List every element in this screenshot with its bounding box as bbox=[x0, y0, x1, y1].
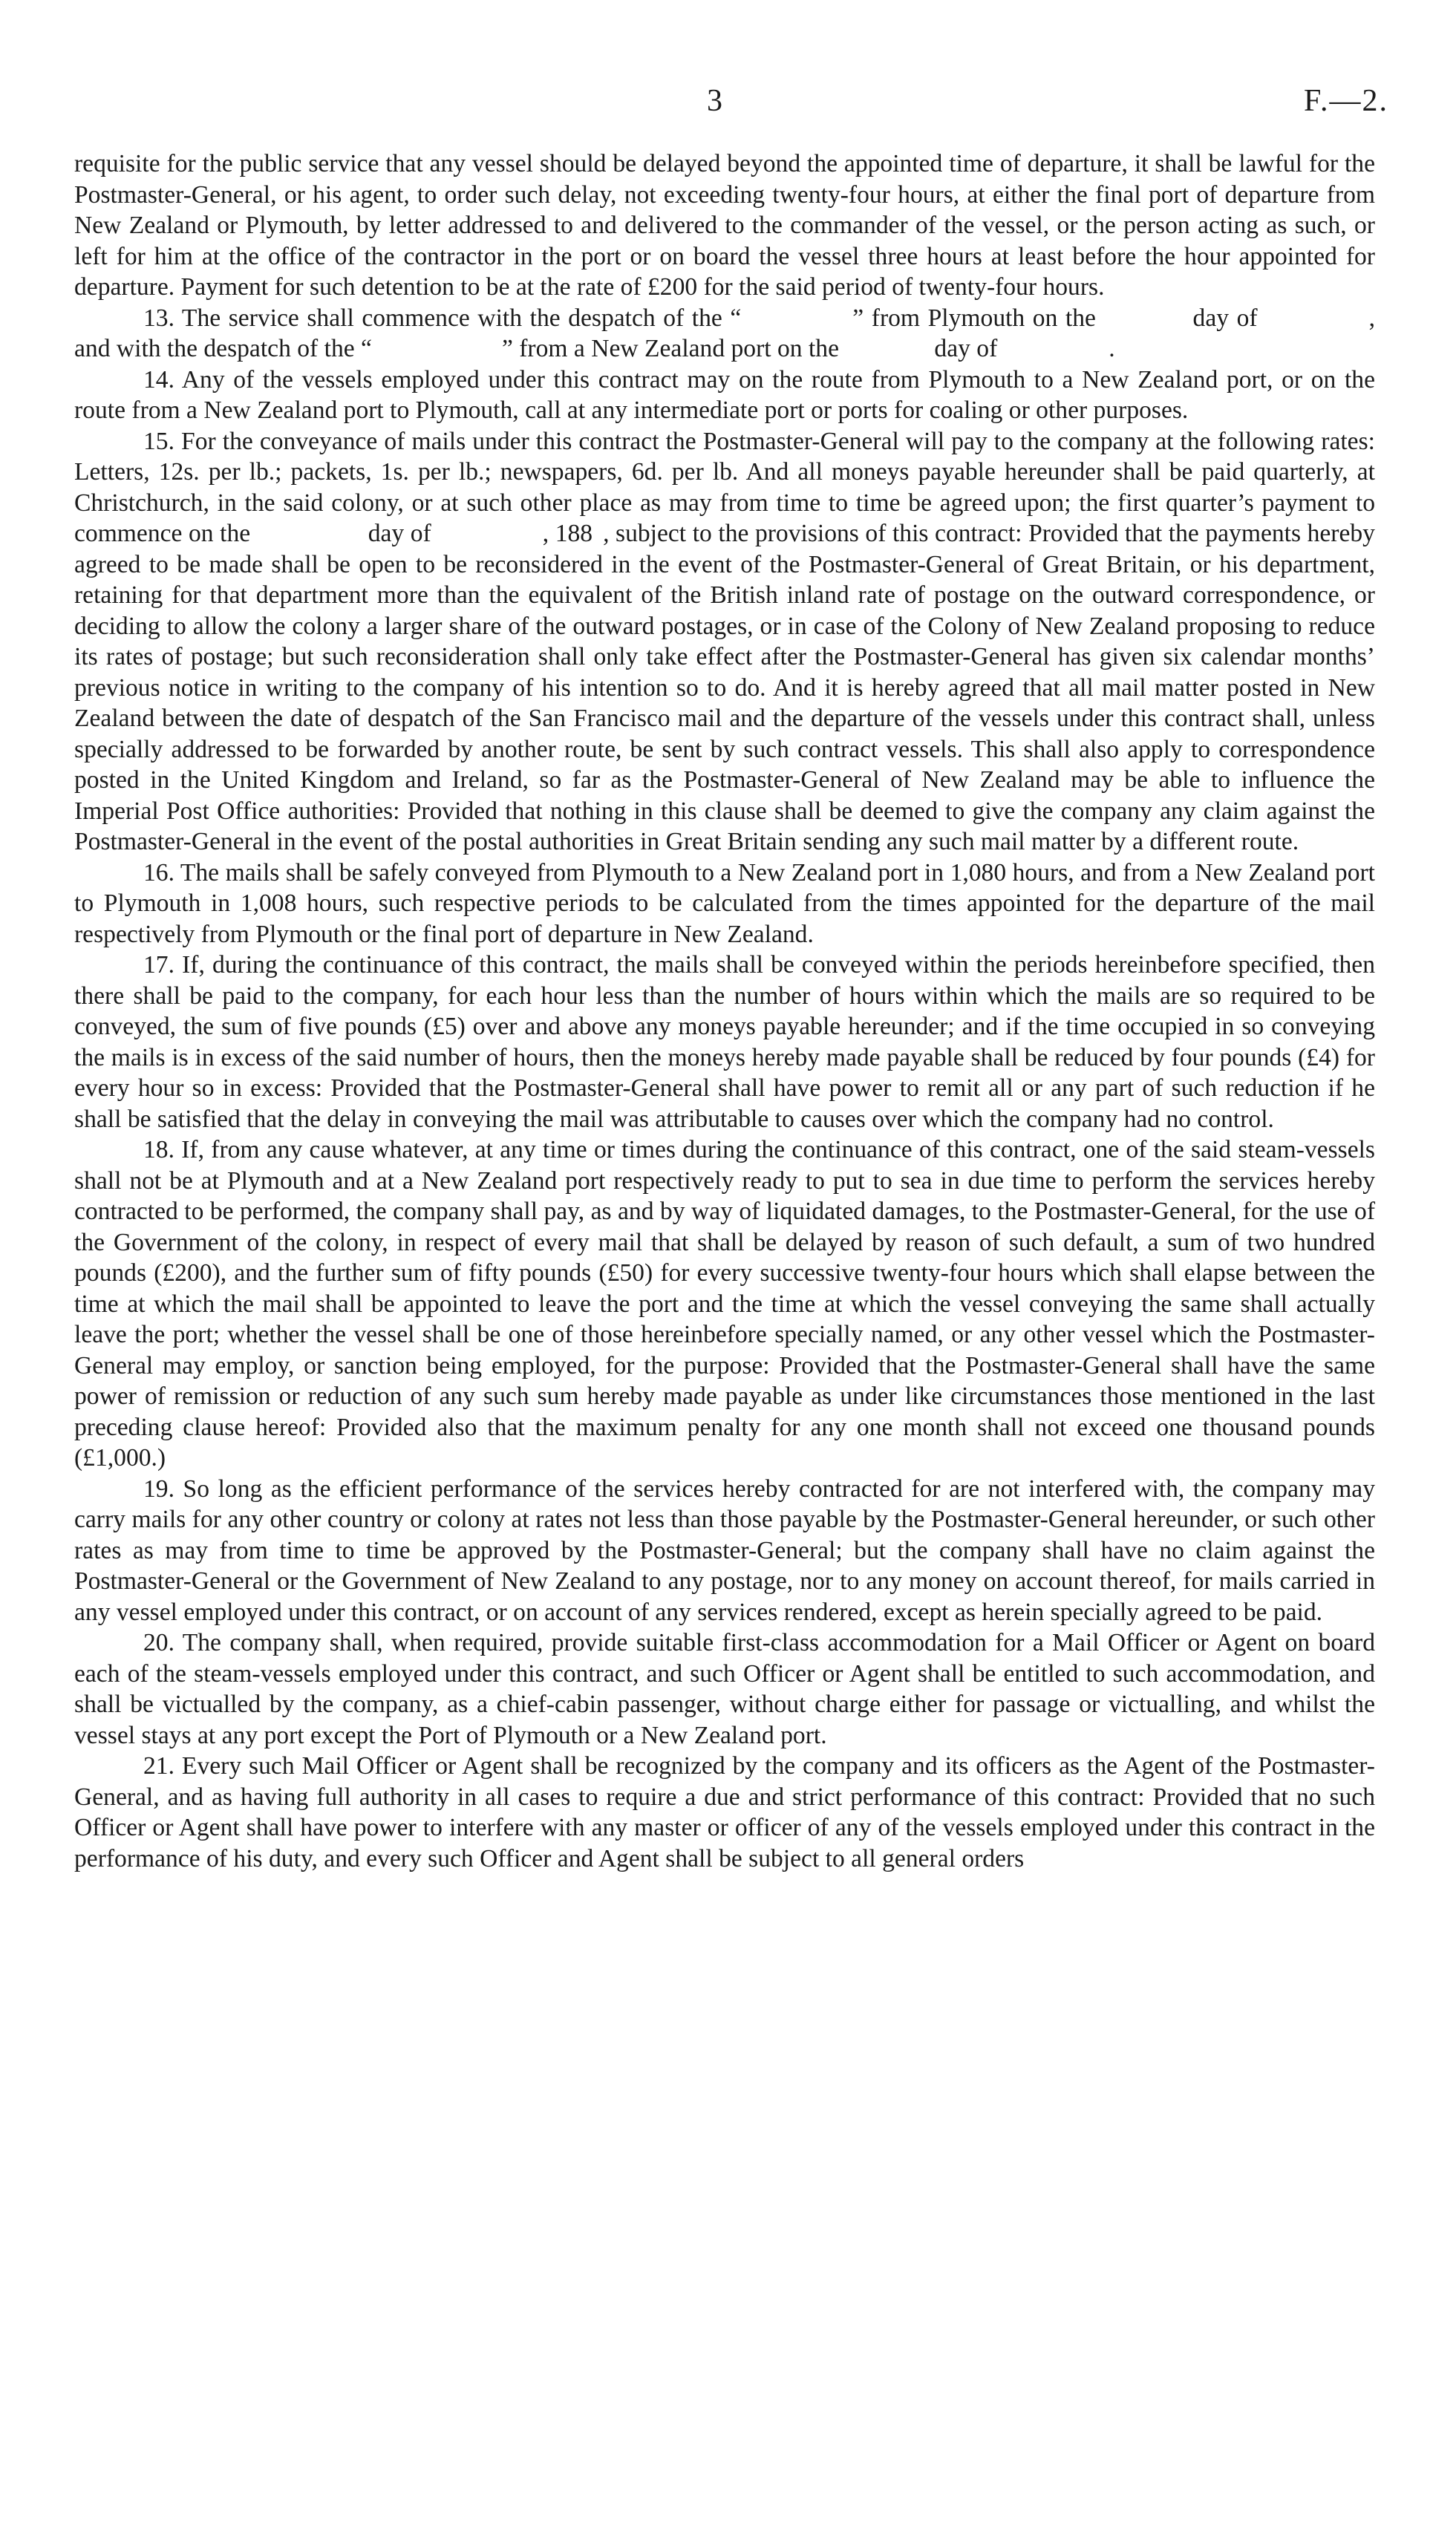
page-number: 3 bbox=[707, 84, 723, 118]
clause-15-part-2: day of bbox=[368, 520, 431, 547]
clause-12-continuation: requisite for the public service that any vessel should be delayed beyond the appointed time of departure, it shall be lawful for the Postmaster-General, or his agent, to order such delay, not exceeding twenty-four hours, at either the final port of departure from New Zealand or Plymouth, by letter addressed to and delivered to the commander of the vessel, or the person acting as such, or left for him at the office of the contractor in the port or on board the vessel three hours at least before the hour appointed for departure. Payment for such detention to be at the rate of £200 for the said period of twenty-four hours. bbox=[74, 150, 1375, 301]
clause-13-part-3: day of bbox=[1192, 304, 1258, 332]
clause-13-part-6: day of bbox=[934, 335, 998, 362]
clause-15-part-3: , 188 bbox=[542, 520, 593, 547]
clause-18: 18. If, from any cause whatever, at any time or times during the continuance of this contract, one of the said steam-vessels shall not be at Plymouth and at a New Zealand port respectively ready to put to sea in due time to perform the services hereby contracted to be performed, the company shall pay, as and by way of liquidated damages, to the Postmaster-General, for the use of the Government of the colony, in respect of every mail that shall be delayed by reason of such default, a sum of two hundred pounds (£200), and the further sum of fifty pounds (£50) for every successive twenty-four hours which shall elapse between the time at which the mail shall be appointed to leave the port and the time at which the vessel conveying the same shall actually leave the port; whether the vessel shall be one of those hereinbefore specially named, or any other vessel which the Postmaster-General may employ, or sanction being employed, for the purpose: Provided that the Postmaster-General shall have the same power of remission or reduction of any such sum hereby made payable as under like circumstances those mentioned in the last preceding clause hereof: Provided also that the maximum penalty for any one month shall not exceed one thousand pounds (£1,000.) bbox=[74, 1136, 1375, 1472]
clause-20: 20. The company shall, when required, provide suitable first-class accommodation for a Mail Officer or Agent on board each of the steam-vessels employed under this contract, and such Officer or Agent shall be entitled to such accommodation, and shall be victualled by the company, as a chief-cabin passenger, without charge either for passage or victualling, and whilst the vessel stays at any port except the Port of Plymouth or a New Zealand port. bbox=[74, 1629, 1375, 1749]
clause-13 bbox=[74, 303, 1375, 365]
clause-13-part-1: 13. The service shall commence with the despatch of the “ bbox=[143, 304, 742, 332]
clause-14: 14. Any of the vessels employed under this contract may on the route from Plymouth to a New Zealand port, or on the route from a New Zealand port to Plymouth, call at any intermediate port or ports for coaling or other purposes. bbox=[74, 365, 1375, 424]
clause-13-part-5: ” from a New Zealand port on the bbox=[501, 335, 839, 362]
clause-13-part-2: ” from Plymouth on the bbox=[852, 304, 1096, 332]
clause-19: 19. So long as the efficient performance of the services hereby contracted for are not interfered with, the company may carry mails for any other country or colony at rates not less than those payable by the Postmaster-General hereunder, or such other rates as may from time to time be approved by the Postmaster-General; but the company shall have no claim against the Postmaster-General or the Government of New Zealand to any postage, nor to any money on account thereof, for mails carried in any vessel employed under this contract, or on account of any services rendered, except as herein specially agreed to be paid. bbox=[74, 1475, 1375, 1626]
clause-15-part-1: 15. For the conveyance of mails under this contract the Postmaster-General will pay to the company at the following rates: Letters, 12s. per lb.; packets, 1s. per lb.; newspapers, 6d. per lb. And all moneys payable hereunder shall be paid quarterly, at Christchurch, in the said colony, or at such other place as may from time to time be agreed upon; the first quarter’s payment to commence on the bbox=[74, 427, 1375, 547]
clause-21: 21. Every such Mail Officer or Agent shall be recognized by the company and its officers as the Agent of the Postmaster-General, and as having full authority in all cases to require a due and strict performance of this contract: Provided that no such Officer or Agent shall have power to interfere with any master or officer of any of the vessels employed under this contract in the performance of his duty, and every such Officer and Agent shall be subject to all general orders bbox=[74, 1752, 1375, 1872]
clause-15-part-4: , subject to the provisions of this contract: Provided that the payments hereby agreed to be made shall be open to be reconsidered in the event of the Postmaster-General of Great Britain, or his department, retaining for that department more than the equivalent of the British inland rate of postage on the outward correspondence, or deciding to allow the colony a larger share of the outward postages, or in case of the Colony of New Zealand proposing to reduce its rates of postage; but such reconsideration shall only take effect after the Postmaster-General has given six calendar months’ previous notice in writing to the company of his intention so to do. And it is hereby agreed that all mail matter posted in New Zealand between the date of despatch of the San Francisco mail and the departure of the vessels under this contract shall, unless specially addressed to be forwarded by another route, be sent by such contract vessels. This shall also apply to correspondence posted in the United Kingdom and Ireland, so far as the Postmaster-General of New Zealand may be able to influence the Imperial Post Office authorities: Provided that nothing in this clause shall be deemed to give the company any claim against the Postmaster-General in the event of the postal authorities in Great Britain sending any such mail matter by a different route. bbox=[74, 520, 1375, 855]
clause-13-part-4: , and with the despatch of the “ bbox=[74, 304, 1375, 362]
clause-16: 16. The mails shall be safely conveyed from Plymouth to a New Zealand port in 1,080 hours, and from a New Zealand port to Plymouth in 1,008 hours, such respective periods to be calculated from the times appointed for the departure of the mail respectively from Plymouth or the final port of departure in New Zealand. bbox=[74, 858, 1375, 948]
clause-17: 17. If, during the continuance of this contract, the mails shall be conveyed within the periods hereinbefore specified, then there shall be paid to the company, for each hour less than the number of hours within which the mails are so required to be conveyed, the sum of five pounds (£5) over and above any moneys payable hereunder; and if the time occupied in so conveying the mails is in excess of the said number of hours, then the moneys hereby made payable shall be reduced by four pounds (£4) for every hour so in excess: Provided that the Postmaster-General shall have power to remit all or any part of such reduction if he shall be satisfied that the delay in conveying the mail was attributable to causes over which the company had no control. bbox=[74, 951, 1375, 1133]
page-header bbox=[74, 83, 1388, 128]
clause-13-part-7: . bbox=[1109, 335, 1115, 362]
contract-text bbox=[74, 148, 1375, 1874]
paper-reference: F.—2. bbox=[1304, 84, 1388, 118]
clause-15 bbox=[74, 426, 1375, 858]
